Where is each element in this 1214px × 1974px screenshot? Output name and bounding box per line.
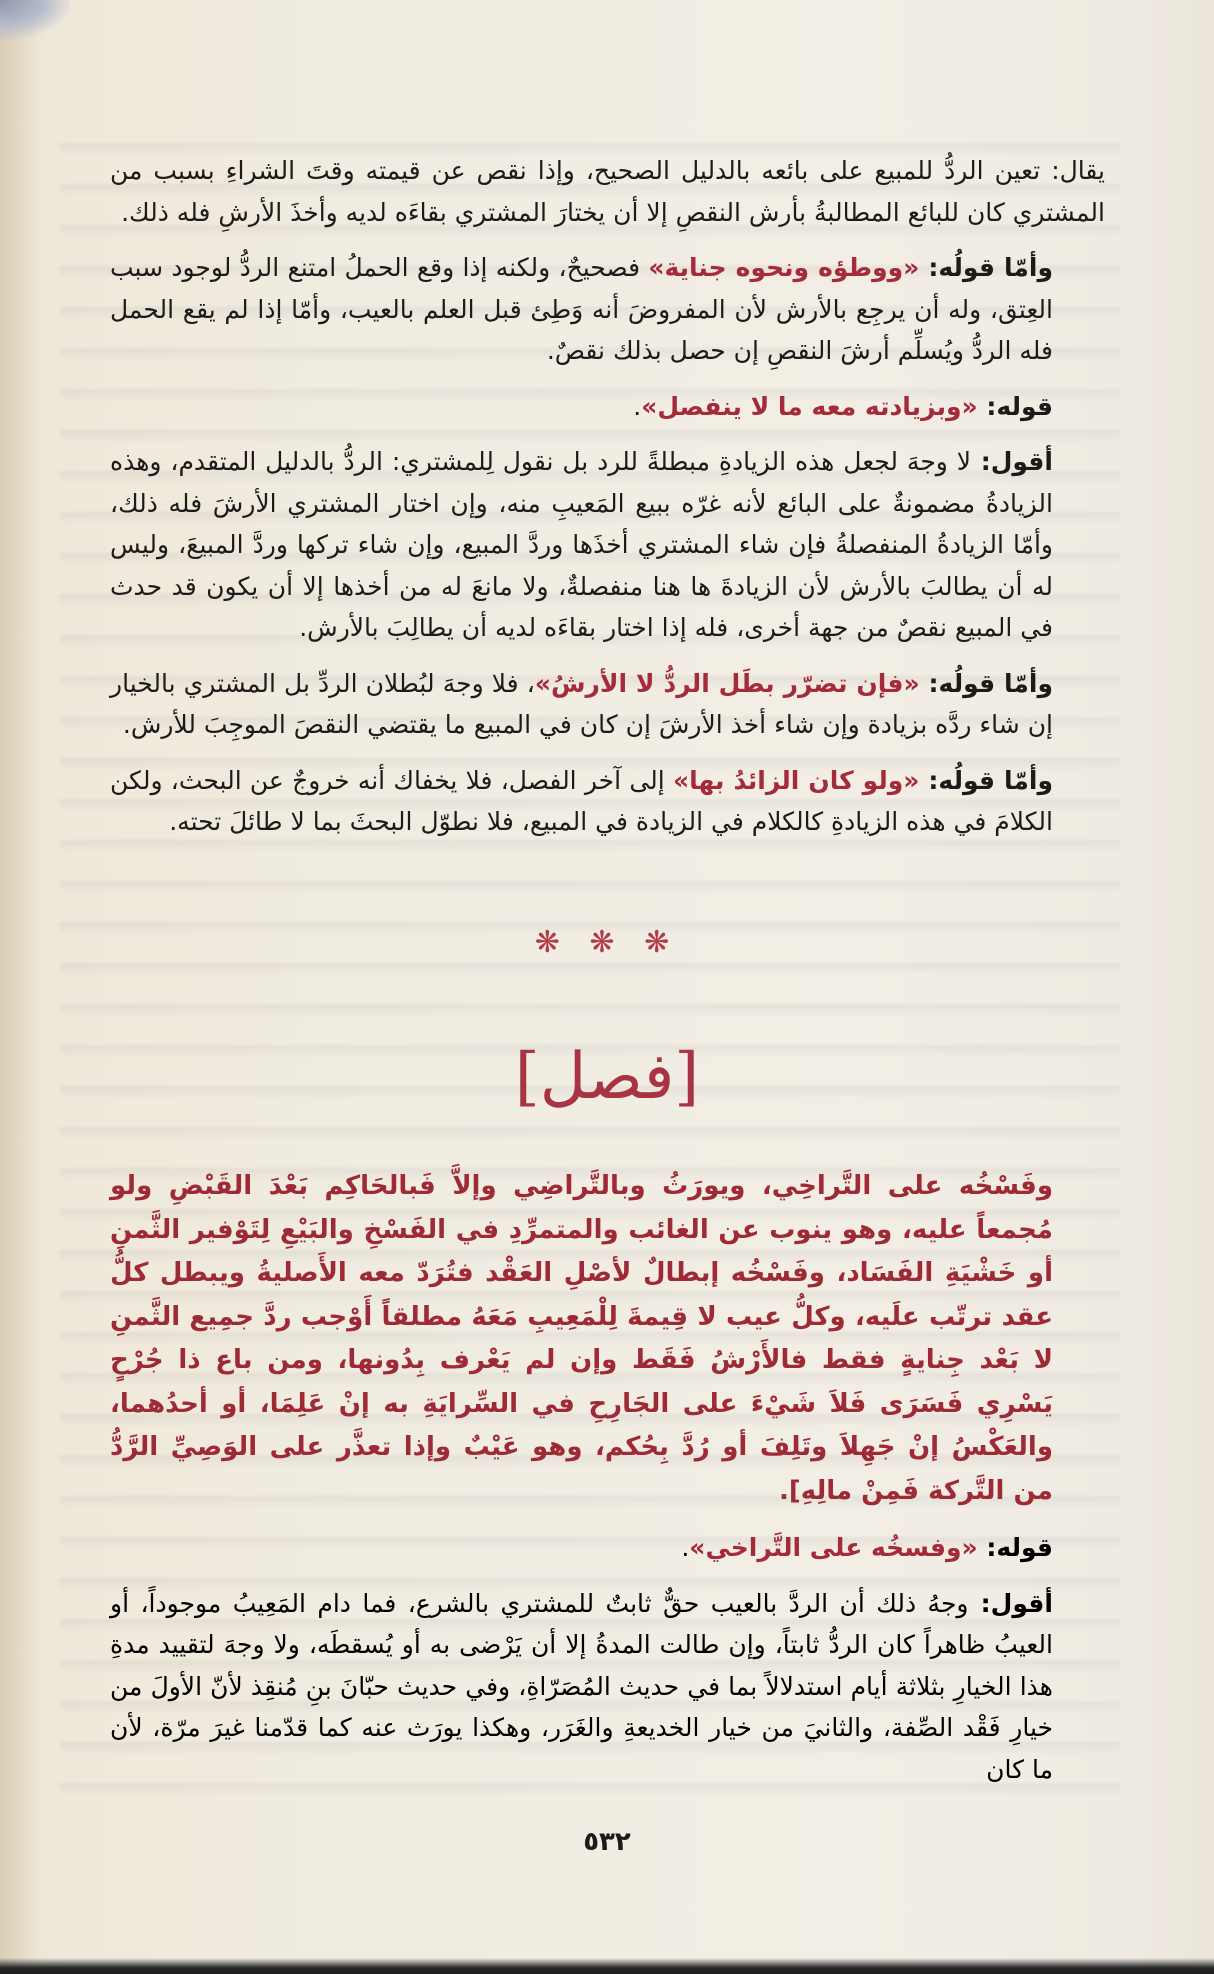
page-number: ٥٣٢ [583,1827,631,1857]
paragraph-p3 [110,386,1105,428]
paragraph-text: إلى آخر الفصل، فلا يخفاك أنه خروجٌ عن البحث، ولكن الكلامَ في هذه الزيادةِ كالكلام في الزيادة في المبيع، فلا نطوّل البحثَ بما لا طائلَ تحته. [110,765,1053,836]
quoted-matn: «ووطؤه ونحوه جناية» [648,253,920,282]
matn-paragraph: وفَسْخُه على التَّراخِي، ويورَثُ وبالتَّراضِي وإلاَّ فَبالحَاكِم بَعْدَ القَبْضِ ولو مُجمعاً عليه، وهو ينوب عن الغائب والمتمرِّدِ في الفَسْخِ والبَيْعِ لِتَوْفير الثَّمنِ أو خَشْيَةِ الفَسَاد، وفَسْخُه إبطالٌ لأصْلِ العَقْد فتُرَدّ معه الأَصليةُ ويبطل كلُّ عقد ترتّب علَيه، وكلُّ عيب لا قِيمةَ لِلْمَعِيبِ مَعَهُ مطلقاً أَوْجب ردَّ جمِيع الثَّمنِ لا بَعْد جِنايةٍ فقط فالأَرْشُ فَقَط وإن لم يَعْرف بِدُونها، ومن باع ذا جُرْحٍ يَسْرِي فَسَرَى فَلاَ شَيْءَ على الجَارِحِ في السِّرايَةِ به إنْ عَلِمَا، أو أحدُهما، والعَكْسُ إنْ جَهِلاَ وتَلِفَ أو رُدَّ بِحُكم، وهو عَيْبٌ وإذا تعذَّر على الوَصِيِّ الرَّدُّ من التَّركة فَمِنْ مالِهِ]. [110,1171,1053,1506]
corner-shadow [0,0,70,40]
paragraph-lead: قوله: [977,391,1053,421]
page-bottom-edge [0,1958,1214,1974]
paragraph-q2 [110,1583,1105,1791]
paragraph-p1 [110,150,1105,233]
paragraph-lead: وأمّا قولُه: [919,668,1053,698]
bottom-text-block [110,1165,1105,1804]
paragraph-text: فصحيحٌ، ولكنه إذا وقع الحملُ امتنع الردُّ لوجود سبب العِتق، وله أن يرجِع بالأرش لأن المفروضَ أنه وَطِئ قبل العلم بالعيب، وأمّا إذا لم يقع الحمل فله الردُّ ويُسلِّم أرشَ النقصِ إن حصل بذلك نقصٌ. [110,253,1053,365]
page-spine-shadow [0,0,40,1974]
quoted-matn: «وفسخُه على التَّراخي» [689,1533,978,1562]
paragraph-text: يقال: تعين الردُّ للمبيع على بائعه بالدليل الصحيح، وإذا نقص عن قيمته وقتَ الشراءِ بسبب من المشتري كان للبائع المطالبةُ بأرش النقصِ إلا أن يختارَ المشتري بقاءَه لديه وأخذَ الأرشِ فله ذلك. [110,156,1105,227]
paragraph-lead: وأمّا قولُه: [919,253,1053,282]
section-divider-ornament: ❋ ❋ ❋ [534,925,680,960]
paragraph-lead: قوله: [977,1533,1053,1562]
paragraph-p4 [110,441,1105,649]
paragraph-p5 [110,663,1105,746]
paragraph-p6 [110,760,1105,843]
paragraph-q1 [110,1527,1105,1569]
paragraph-text: لا وجهَ لجعل هذه الزيادةِ مبطلةً للرد بل نقول لِلمشتري: الردُّ بالدليل المتقدم، وهذه الزيادةُ مضمونةٌ على البائع لأنه غرّه ببيع المَعيبِ منه، وإن اختار المشتري الأرشَ فله ذلك، وأمّا الزيادةُ المنفصلةُ فإن شاء المشتري أخذَها وردَّ المبيع، وإن شاء تركها وردَّ المبيعَ، وليس له أن يطالبَ بالأرش لأن الزيادةَ ها هنا منفصلةٌ، ولا مانعَ له من أخذها إلا أن يكون قد حدث في المبيع نقصٌ من جهة أخرى، فله إذا اختار بقاءَه لديه أن يطالِبَ بالأرش. [110,447,1053,642]
paragraph-lead: وأمّا قولُه: [919,765,1053,795]
paragraph-text: . [633,391,642,421]
paragraph-lead: أقول: [968,1588,1053,1618]
quoted-matn: «وبزيادته معه ما لا ينفصل» [641,391,978,421]
commentary-paragraphs [110,1527,1105,1790]
quoted-matn: «ولو كان الزائدُ بها» [673,765,920,795]
paragraph-lead: أقول: [971,447,1053,476]
quoted-matn: «فإن تضرّر بطَل الردُّ لا الأرشُ» [534,668,920,698]
paragraph-text: وجهُ ذلك أن الردَّ بالعيب حقٌّ ثابتٌ للمشتري بالشرع، فما دام المَعِيبُ موجوداً، أو العيبُ ظاهراً كان الردُّ ثابتاً، وإن طالت المدةُ إلا أن يَرْضى به أو يُسقطَه، ولا وجهَ لتقييد مدةِ هذا الخيارِ بثلاثة أيام استدلالاً بما في حديث المُصَرّاةِ، وفي حديث حبّانَ بنِ مُنقِذ لأنّ الأولَ من خيارِ فَقْد الصِّفة، والثانيَ من خيار الخديعةِ والغَرَر، وهكذا يورَث عنه كما قدّمنا غيرَ مرّة، لأن ما كان [110,1588,1053,1784]
paragraph-p2 [110,247,1105,372]
section-heading: [فصل] [514,1040,700,1114]
paragraph-text: . [681,1533,690,1562]
paragraph-text: ، فلا وجهَ لبُطلان الردِّ بل المشتري بالخيار إن شاء ردَّه بزيادة وإن شاء أخذ الأرشَ إن كان في المبيع ما يقتضي النقصَ الموجِبَ للأرش. [110,668,1053,739]
top-text-block [110,150,1105,857]
